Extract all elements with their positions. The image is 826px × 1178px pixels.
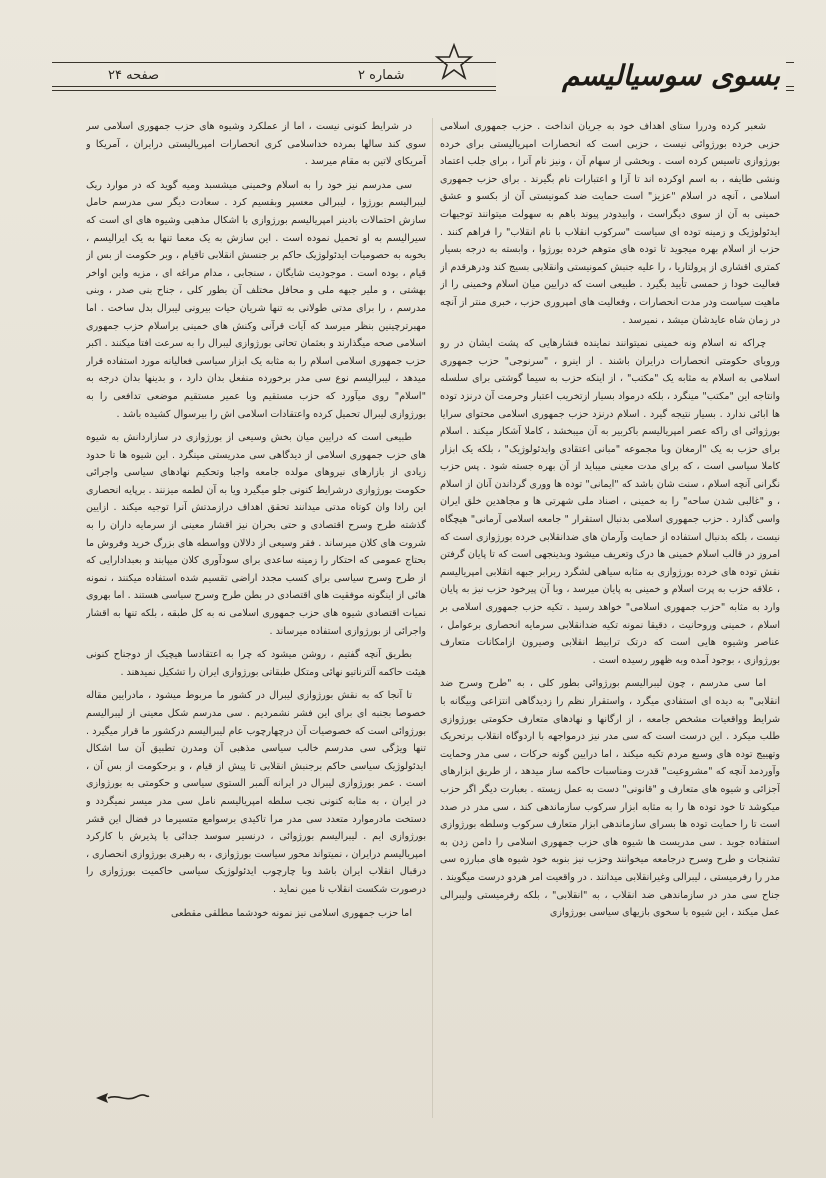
issue-number: شماره ۲ — [352, 68, 411, 83]
paragraph: سی مدرسم نیز خود را به اسلام وخمینی میشسبد ومیه گوید که در موارد ریک لیبرالیسم بورژوا ، لیبرالی معسپر وبقسیم کرد . سعادت دیگر سی مدرسم حامل سازش احتمالات بادینر امپریالیسم بورژوازی با اشکال مذهبی وشیوه های ای است که سیرالیسم به او تحمیل نموده است . این سازش به یک معما تنها به یک ایرالیسم ، بخوبه به حصومیات ایدئولوژیک حاکم بر جنسش انقلابی تاقیام ، وبر حکومت از بس از قیام ، بوده است . موجودیت شایگان ، سنجابی ، مدام مراغه ای ، مزیه واین اواخر بهشتی ، و ملیر جبهه ملی و محافل مختلف آن بطور کلی ، جناح بنی صدر ، وبنی مدرسم ، را برای مدتی طولانی به تنها شریان حیات بیرونی لیبرال بدل ساخت . اما مهبرترچینین بنظر میرسد که آیات قرآنی وکنش های خمینی براسلام حزب جمهوری اسلامی صحه میگذارند و بعثمان تحاتی بورژوازی لیبرال را به سرعت افتا میکنند . اکبر حزب جمهوری اسلامی اسلام را به مثابه یک ابزار سیاسی فعالیانه مورد استفاده قرار میدهد ، لیبرالیسم نوع سی مدر برخورده منفعل بدان دارد ، و بدینها بدان درجه به "اسلام" روی میآورد که حزب مستقیم وبا عمیر مستقیم موضعی تدافعی را به بورژوازی لیبرال تحمیل کرده واعتقادات اسلامی اش را بیرسوال کشیده باشد . — [86, 179, 426, 420]
paragraph: تا آنجا که به نقش بورژوازی لیبرال در کشور ما مربوط میشود ، مادرایین مقاله خصوصا بجنبه ای برای این فشر نشمردیم . سی مدرسم شکل معینی از لیبرالیسم بورژوائی است که خصوصیات آن درچهارچوب عام لیبرالیسم درکشور ما قرار میگیرد . تنها ویژگی سی مدرسم خالب سیاسی مذهبی آن ومدرن تطبیق آن سا اشکال ایدئولوژیک سیاسی حاکم برجنبش انقلابی تا پیش از قیام ، و برحکومت از بس آن ، است . عمر بورژوازی لیبرال در ایرانه آلمبر الستوی سیاسی و حکومتی به بورژوازی در ایران ، به مثابه کنونی نجب سلطه امپریالیسم نامل سی مدر میسر نمیگردد و دستخت مادرموارد متعدد سی مدر مرا تاکیدی برسوامع متسیرما در فضال این قشر بورژوازی ایم . لیبرالیسم بورژوائی ، درنسیر سوسد جدائی با پذیرش با کارکرد امپریالیسم درایران ، نمیتواند محور سیاست بورژوازی ، به رهبری بورژوازی انحصاری ، درقبال انقلاب ایران باشد وبا چارچوب ایدئولوژیک سیاسی حاکمیت بورژوازی را درصورت شکست انقلاب نا مین نماید . — [86, 690, 426, 895]
page-number: صفحه ۲۴ — [102, 68, 165, 83]
column-divider — [432, 118, 433, 1118]
article-column-right — [440, 118, 780, 1128]
paragraph: در شرایط کنونی نیست ، اما از عملکرد وشیوه های حزب جمهوری اسلامی سر سوی کند سالها بمرده خداسلامی کری انحصارات امپریالیستی درایران ، آمریکا و آمریکای لاتین به مقام میرسد . — [86, 121, 426, 168]
paragraph: اما حزب جمهوری اسلامی نیز نمونه خودشما مطلقی مقطعی — [171, 907, 412, 919]
page-header — [52, 42, 794, 104]
article-column-left — [86, 118, 426, 1128]
paragraph: چراکه نه اسلام ونه خمینی نمیتوانند نماینده فشارهایی که پشت ایشان در رو ورویای حکومتی انحصارات درایران باشند . از اینرو ، "سرنوجی" حزب جمهوری اسلامی به اسلام به مثابه یک "مکتب" ، از اینکه حزب به سیما گوشتی برای سلسله وانتاجه این "مکتب" مینگرد ، بلکه درمواد بسیار ازتخریب اعتبار وحرمت آن درنزد توده ها ابائی ندارد . بسیار نتیجه گیرد . اسلام درنزد حزب جمهوری اسلامی محتوای سرایا بورژوائی ای راکه عصر امپریالیسم باکربیر به آن میبخشد ، کاملا آشکار میکند . اسلام برای حزب به یک "ارمغان وبا مجموعه "مبانی اعتقادی وایدئولوژیک" ، بلکه یک ابزار کاملا سیاسی است ، که برای مدت معینی میباید از آن بهره جسته شود . پس حزب نگرانی آنچه اسلام ، سنت شان باشد که "ایمانی" توده ها ووری گرداندن آنان از اسلام ، و "غالبی شدن ساحه" را به خمینی ، اصناد ملی شهرتی ها و مجاهدین خلق ایران واسی گذارد . حزب جمهوری اسلامی بدنبال استقرار " جامعه اسلامی آرمانی" هیچگاه نیست ، بلکه بدنبال استفاده از حمایت وآرمان های ضدانقلابی خرده بورژوازی است که امروز در قالب اسلام خمینی ها درک وتعریف میشود وبدینجهی است که تا پایان گرفتن نقش توده های خرده بورژوازی به مثابه سیاهی لشگرد ربرابر جبهه انقلابی امپریالیسم ، علاقه حزب به پرت اسلام و خمینی به پایان میرسد ، وبا آن پیرخود حزب نیز به پایان وارد به مثابه "حزب جمهوری اسلامی" خواهد رسید . تکیه حزب جمهوری اسلامی بر اسلام ، خمینی وروحانیت ، دقیقا نمونه تکیه ضدانقلابی سرمایه انحصاری برعوامل ، عناصر وشیوه هایی است که درتک ترابیط انقلابی وصیرون ازامکانات متعارف بورژوازی ، بوجود آمده وبه ظهور رسیده است . — [440, 338, 780, 666]
star-icon — [434, 42, 474, 82]
paragraph: اما سی مدرسم ، چون لیبرالیسم بورژوائی بطور کلی ، به "طرح وسرح ضد انقلابی" به دیده ای استفادی میگرد ، واستقرار نظم را زدیدگاهی انتزاعی وبیگانه با شرایط وواقعیات مشخص جامعه ، از ارگانها و نهادهای متعارف حکومتی بورژوازی طلب میکرد . این درست است که سی مدر نیز درمواجهه با اردوگاه انقلاب برتحریک وتهییج توده های وسیع مردم تکیه میکند ، اما درایین گونه حرکات ، سی مدر وحمایت وآوردمد آنچه که "مشروعیت" قدرت ومناسبات حاکمه ساز میدهد ، از طریق ابزارهای آجزائی و شیوه های متعارف و "قانونی" دست به عمل زیسته . بعبارت دیگر اگر حزب میکوشد تا خود توده ها را به مثابه ابزار سرکوب سازماندهی کند ، سی مدر در صدد است تا را حمایت توده ها بسرای سازماندهی ابزار متعارف سرکوب وسلطه بورژوازی استفاده جوید . سی مدریست ها شیوه های حزب جمهوری اسلامی را دامن زدن به تشنجات و طرح وسرح درجامعه میخوانند وحزب نیز بنوبه خود شیوه های مبارزه سی مدر را رفرمیستی ، لیبرالی وغیرانقلابی میدانند . در واقعیت امر هردو درست میگویند . جناح سی مدر در سازماندهی ضد انقلاب ، به "انقلابی" ، بلکه رفرمیستی ولیبرالی عمل میکند ، این شیوه با سخوی بازیهای سیاسی بورژوازی — [440, 678, 780, 919]
paragraph: طبیعی است که درایین میان بخش وسیعی از بورژوازی در سازاردانش به شیوه های حزب جمهوری اسلامی از دیدگاهی سی مدریستی مینگرد . این شیوه ها تا حدود زیادی از بازارهای نیروهای مولده جامعه واجبا وتحکیم نهادهای سیاسی واجرائی حکومت بورژوازی درشرایط کنونی جلو میگیرد ویا به آن لطمه میزنند . برپایه انحصاری این رادا وان کوتاه مدتی میدانند تحقق اهداف درازمدتش آنرا توجیه میکند . ازایین گذشته طرح وسرح اقتصادی و حتی بحران نیز اقشار معینی از سرمایه داران را به شروت های کلان میرساند . فقر وسیعی از دلالان وواسطه های بزرگ خرید وفروش ما بحتاج عمومی که احتکار را زمینه ساعدی برای سودآوری کلان میپابند و بعبدادارایی که از طرح وسرح سیاسی برای کسب مجدد اراضی تقسیم شده استفاده میکنند ، نمونه هائی از اینگونه موفقیت های اقتصادی در بطن طرح وسرح سیاسی هستند . اما بهروی نمیات اقتصادی شیوه های حزب جمهوری اسلامی نه به کل طبقه ، بلکه تنها به اقشار واجرائی از بورژوازی استفاده میرساند . — [86, 432, 426, 637]
paragraph: شعبر کرده ودررا ستای اهداف خود به جریان انداخت . حزب جمهوری اسلامی حزبی خرده بورژوائی نیست ، حزبی است که انحصارات امپریالیستی برای خرده بورژوازی تاسیس کرده است . وبخشی از سهام آن ، ونیز نام آنرا ، برای جلب اعتماد ونشی طایفه ، به اسم اوکرده اند تا آزا و اعتبارات نام بگیرند . برای حزب جمهوری اسلامی ، آنچه در اسلام "عزیز" است حمایت ضد کمونیستی آن از بکسو و عشق خمینی به آن از سوی دیگراست ، وابیدودر پیوند باهم به سهولت میتوانند توجیهات ایدئولوژیک و زمینه توده ای سیاست "سرکوب انقلاب با نام انقلاب" را فراهم کنند . حزب از اسلام بهره میجوید تا توده های متوهم خرده بورژوا ، وابسته به درجه بسیار کمتری اقشاری از پرولتاریا ، را علیه جنبش کمونیستی وانقلابی بسیج کند ودرهرقدم از فعالیت خودا ز حمسی تأیید بگیرد . طبیعی است که درایین میان اسلام وخمینی را از ماهیت سیاست ودر مدت انحصارات ، وفعالیت های امپروری حزب ، خبری منتر از آنچه در زمان شاه عایدشان میشد ، نمیرسد . — [440, 121, 780, 326]
masthead-logo: بسوی سوسیالیسم — [496, 56, 786, 96]
paragraph: بطریق آنچه گفتیم ، روشن میشود که چرا به اعتقادسا هیچیک از دوجناح کنونی هیئت حاکمه آلترناتیو نهائی ومتکل طبقاتی بورژوازی ایران را تشکیل نمیدهند . — [86, 649, 426, 678]
continue-arrow-icon — [92, 1090, 152, 1106]
